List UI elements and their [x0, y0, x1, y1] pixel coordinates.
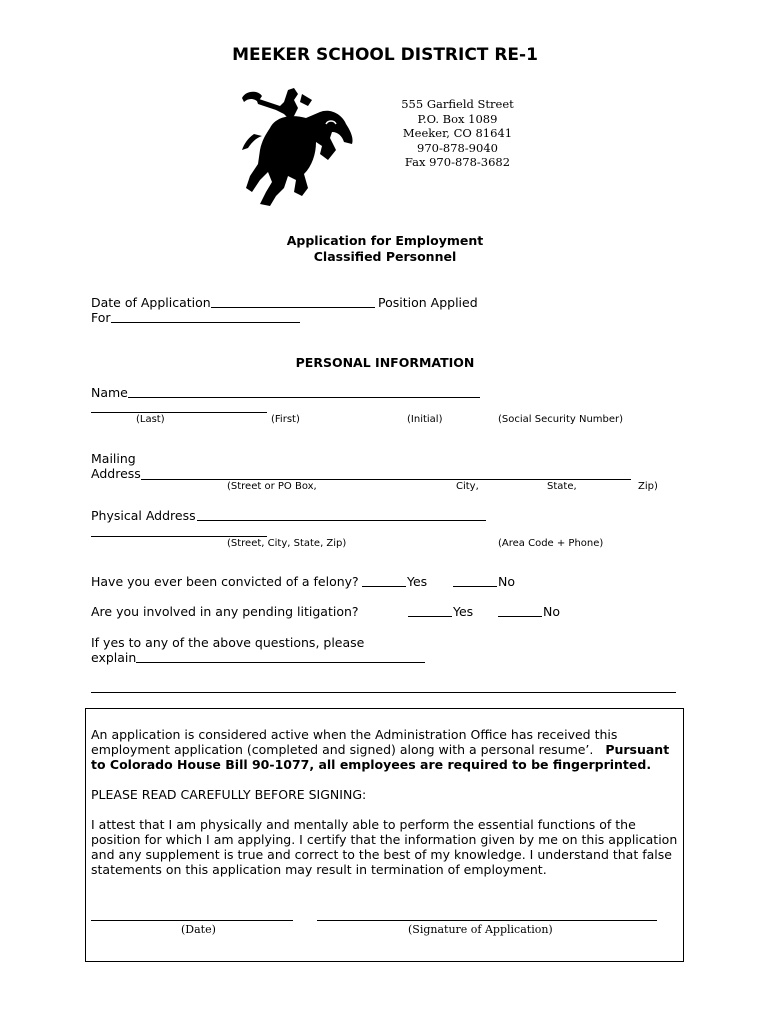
date-field[interactable]: [211, 307, 375, 308]
personal-information-heading: PERSONAL INFORMATION: [295, 355, 475, 370]
address-street: 555 Garfield Street: [401, 97, 514, 111]
position-for-label: For: [91, 310, 111, 325]
explain-label-line1: If yes to any of the above questions, please: [91, 635, 365, 650]
attestation-text: I attest that I am physically and mentally able to perform the essential functions of the position for which I am applying. I certify that the information given by me on this application and any supplement is true and correct to the best of my knowledge. I understand that false statements on this application may result in termination of employment.: [91, 817, 678, 877]
position-label: Position Applied: [378, 295, 478, 310]
mailing-address-field[interactable]: [141, 479, 631, 480]
applicant-signature-field[interactable]: [317, 920, 657, 921]
mailing-zip-caption: Zip): [638, 481, 658, 492]
mailing-label: Mailing: [91, 451, 136, 466]
mailing-street-caption: (Street or PO Box,: [227, 481, 317, 492]
ssn-caption: (Social Security Number): [498, 414, 624, 425]
felony-yes-label: Yes: [407, 574, 428, 589]
felony-question: Have you ever been convicted of a felony?: [91, 574, 359, 589]
mailing-address-label: Address: [91, 466, 141, 481]
address-phone: 970-878-9040: [417, 140, 498, 155]
litigation-no-label: No: [543, 604, 560, 619]
name-first-caption: (First): [271, 414, 300, 425]
physical-address-field-continued[interactable]: [91, 536, 267, 537]
name-initial-caption: (Initial): [407, 414, 443, 425]
address-fax: Fax 970-878-3682: [404, 155, 511, 169]
mailing-city-caption: City,: [456, 481, 479, 492]
explain-field-continued[interactable]: [91, 692, 676, 693]
felony-no-label: No: [498, 574, 515, 589]
physical-address-field[interactable]: [197, 520, 486, 521]
position-field[interactable]: [111, 322, 300, 323]
address-po-box: P.O. Box 1089: [417, 111, 498, 126]
form-title: Application for Employment: [286, 233, 484, 248]
mailing-state-caption: State,: [547, 481, 577, 492]
explain-field[interactable]: [136, 662, 425, 663]
notice-text: An application is considered active when the Administration Office has received this employment application (completed and signed) along with a personal resume’.: [91, 727, 618, 757]
physical-address-caption: (Street, City, State, Zip): [227, 538, 347, 549]
explain-label-line2: explain: [91, 650, 137, 665]
litigation-no-field[interactable]: [498, 616, 542, 617]
felony-no-field[interactable]: [453, 586, 497, 587]
date-label: Date of Application: [91, 295, 211, 310]
felony-yes-field[interactable]: [362, 586, 406, 587]
date-caption: (Date): [181, 923, 216, 936]
date-signature-field[interactable]: [91, 920, 293, 921]
district-title: MEEKER SCHOOL DISTRICT RE-1: [232, 45, 538, 65]
name-label: Name: [91, 385, 128, 400]
form-subtitle: Classified Personnel: [313, 249, 457, 264]
litigation-question: Are you involved in any pending litigation?: [91, 604, 359, 619]
litigation-yes-field[interactable]: [408, 616, 452, 617]
district-address: [380, 97, 535, 170]
litigation-yes-label: Yes: [453, 604, 474, 619]
read-carefully-label: PLEASE READ CAREFULLY BEFORE SIGNING:: [91, 787, 367, 802]
notice-paragraph: [91, 727, 681, 772]
bronco-rider-icon: [232, 84, 360, 214]
fingerprint-notice: Pursuant to Colorado House Bill 90-1077, all employees are required to be fingerprinted.: [91, 742, 670, 772]
signature-caption: (Signature of Application): [408, 923, 553, 936]
phone-caption: (Area Code + Phone): [498, 538, 604, 549]
name-last-caption: (Last): [136, 414, 165, 425]
address-city: Meeker, CO 81641: [402, 126, 513, 140]
physical-address-label: Physical Address: [91, 508, 196, 523]
name-field-continued[interactable]: [91, 412, 267, 413]
name-field[interactable]: [128, 397, 480, 398]
